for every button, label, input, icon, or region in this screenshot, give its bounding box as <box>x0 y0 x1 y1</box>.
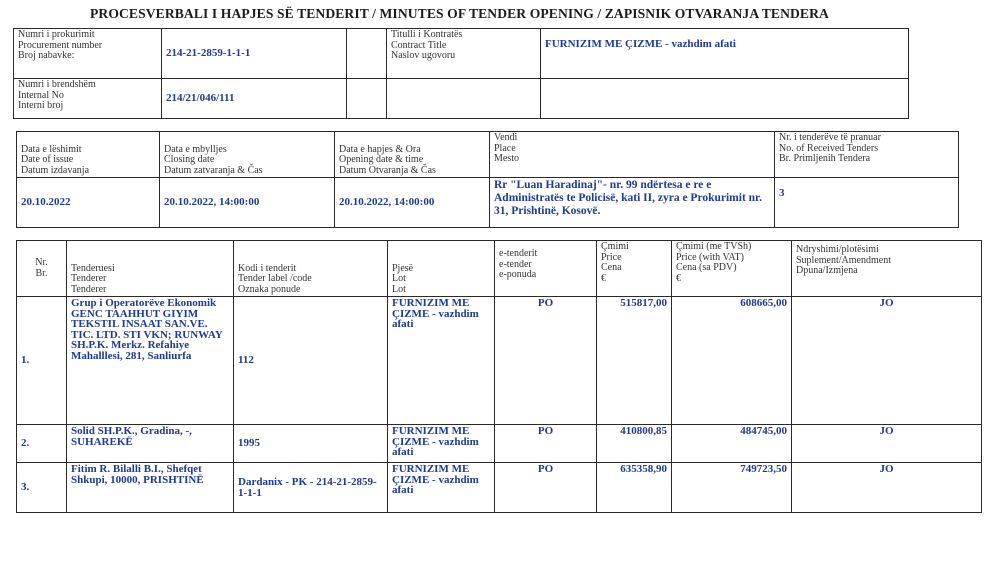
label-line: Nr. i tenderëve të pranuar <box>779 132 881 143</box>
label-line: Data e mbylljes <box>164 143 227 155</box>
header-lot <box>388 241 495 297</box>
header-line: Tenderer <box>71 273 107 284</box>
place-label <box>490 132 775 178</box>
row-price: 635358,90 <box>597 463 672 513</box>
internal-number-label <box>14 79 162 119</box>
row-no: 2. <box>17 425 67 463</box>
header-line: e-ponuda <box>499 269 537 280</box>
header-line: Ndryshimi/plotësimi <box>796 244 879 255</box>
header-line: Oznaka ponude <box>238 283 301 295</box>
row-tenderer: Solid SH.P.K., Gradina, -, SUHAREKË <box>67 425 234 463</box>
header-price-vat <box>672 241 792 297</box>
header-no <box>17 241 67 297</box>
table-row <box>17 463 982 513</box>
label-line: No. of Received Tenders <box>779 142 879 154</box>
tenders-table <box>16 240 982 513</box>
label-line: Numri i prokurimit <box>18 29 95 40</box>
header-line: Kodi i tenderit <box>238 262 297 274</box>
label-line: Broj nabavke: <box>18 50 75 61</box>
row-no: 3. <box>17 463 67 513</box>
header-line: Lot <box>392 273 406 284</box>
empty-cell <box>387 79 541 119</box>
row-price-vat: 484745,00 <box>672 425 792 463</box>
procurement-info-table <box>13 28 909 119</box>
closing-date-value: 20.10.2022, 14:00:00 <box>160 178 335 228</box>
table-row <box>17 425 982 463</box>
row-etender: PO <box>495 297 597 425</box>
header-line: Cena (sa PDV) <box>676 262 737 273</box>
label-line: Numri i brendshëm <box>18 79 96 90</box>
header-line: Price (with VAT) <box>676 251 744 263</box>
label-line: Procurement number <box>18 39 103 51</box>
header-line: Dpuna/Izmjena <box>796 265 858 276</box>
row-price: 410800,85 <box>597 425 672 463</box>
row-code: Dardanix - PK - 214-21-2859-1-1-1 <box>234 463 388 513</box>
header-line: Tender label /code <box>238 273 312 284</box>
row-code: 112 <box>234 297 388 425</box>
header-etender <box>495 241 597 297</box>
contract-title-label <box>387 29 541 79</box>
label-line: Vendi <box>494 132 518 143</box>
row-amendment: JO <box>792 425 982 463</box>
label-line: Datum Otvaranja & Čas <box>339 164 436 176</box>
header-line: Cena <box>601 262 622 273</box>
header-line: Nr. <box>35 257 48 268</box>
row-no: 1. <box>17 297 67 425</box>
row-amendment: JO <box>792 297 982 425</box>
header-line: Çmimi <box>601 241 629 252</box>
header-line: Çmimi (me TVSh) <box>676 241 752 252</box>
empty-cell <box>347 79 387 119</box>
header-line: e-tender <box>499 258 532 270</box>
label-line: Data e lëshimit <box>21 143 82 155</box>
label-line: Contract Title <box>391 39 447 51</box>
header-tenderer <box>67 241 234 297</box>
row-price-vat: 749723,50 <box>672 463 792 513</box>
label-line: Date of issue <box>21 154 74 165</box>
header-line: € <box>676 272 681 284</box>
label-line: Mesto <box>494 153 519 164</box>
contract-title-value: FURNIZIM ME ÇIZME - vazhdim afati <box>541 29 909 79</box>
label-line: Internal No <box>18 89 64 101</box>
received-tenders-label <box>775 132 959 178</box>
label-line: Datum izdavanja <box>21 164 90 176</box>
header-price <box>597 241 672 297</box>
header-line: Suplement/Amendment <box>796 254 891 266</box>
dates-table <box>16 131 959 228</box>
procurement-number-value: 214-21-2859-1-1-1 <box>162 29 347 79</box>
opening-date-value: 20.10.2022, 14:00:00 <box>335 178 490 228</box>
row-code: 1995 <box>234 425 388 463</box>
issue-date-value: 20.10.2022 <box>17 178 160 228</box>
label-line: Interni broj <box>18 100 64 111</box>
procurement-number-label <box>14 29 162 79</box>
empty-cell <box>541 79 909 119</box>
header-line: € <box>601 272 606 284</box>
place-value: Rr "Luan Haradinaj"- nr. 99 ndërtesa e re e Administratës te Policisë, kati II, zyra e Prokurimit nr. 31, Prishtinë, Kosovë. <box>490 178 775 228</box>
header-line: e-tenderit <box>499 248 538 259</box>
header-line: Br. <box>35 267 48 279</box>
row-price: 515817,00 <box>597 297 672 425</box>
label-line: Closing date <box>164 154 215 165</box>
row-tenderer: Grup i Operatorëve Ekonomik GENC TAAHHUT GIYIM TEKSTIL INSAAT SAN.VE. TIC. LTD. STI VKN; RUNWAY SH.P.K. Merkz. Refahiye Mahalllesi, 281, Sanliurfa <box>67 297 234 425</box>
closing-date-label <box>160 132 335 178</box>
row-price-vat: 608665,00 <box>672 297 792 425</box>
header-amendment <box>792 241 982 297</box>
table-row <box>17 297 982 425</box>
page-title: PROCESVERBALI I HAPJES SË TENDERIT / MINUTES OF TENDER OPENING / ZAPISNIK OTVARANJA TENDERA <box>90 6 829 21</box>
label-line: Datum zatvaranja & Čas <box>164 164 263 176</box>
header-line: Tenderer <box>71 283 107 295</box>
internal-number-value: 214/21/046/111 <box>162 79 347 119</box>
label-line: Opening date & time <box>339 154 424 165</box>
label-line: Br. Primljenih Tendera <box>779 153 871 164</box>
header-line: Price <box>601 251 622 263</box>
label-line: Naslov ugovoru <box>391 50 456 61</box>
row-etender: PO <box>495 463 597 513</box>
header-line: Tenderuesi <box>71 262 115 274</box>
header-code <box>234 241 388 297</box>
empty-cell <box>347 29 387 79</box>
row-lot: FURNIZIM ME ÇIZME - vazhdim afati <box>388 425 495 463</box>
header-line: Pjesë <box>392 262 414 274</box>
label-line: Titulli i Kontratës <box>391 29 463 40</box>
opening-date-label <box>335 132 490 178</box>
label-line: Place <box>494 142 516 154</box>
header-line: Lot <box>392 283 406 295</box>
row-amendment: JO <box>792 463 982 513</box>
received-tenders-value: 3 <box>775 178 959 228</box>
row-lot: FURNIZIM ME ÇIZME - vazhdim afati <box>388 463 495 513</box>
row-etender: PO <box>495 425 597 463</box>
row-tenderer: Fitim R. Bilalli B.I., Shefqet Shkupi, 10000, PRISHTINË <box>67 463 234 513</box>
issue-date-label <box>17 132 160 178</box>
label-line: Data e hapjes & Ora <box>339 143 421 155</box>
row-lot: FURNIZIM ME ÇIZME - vazhdim afati <box>388 297 495 425</box>
